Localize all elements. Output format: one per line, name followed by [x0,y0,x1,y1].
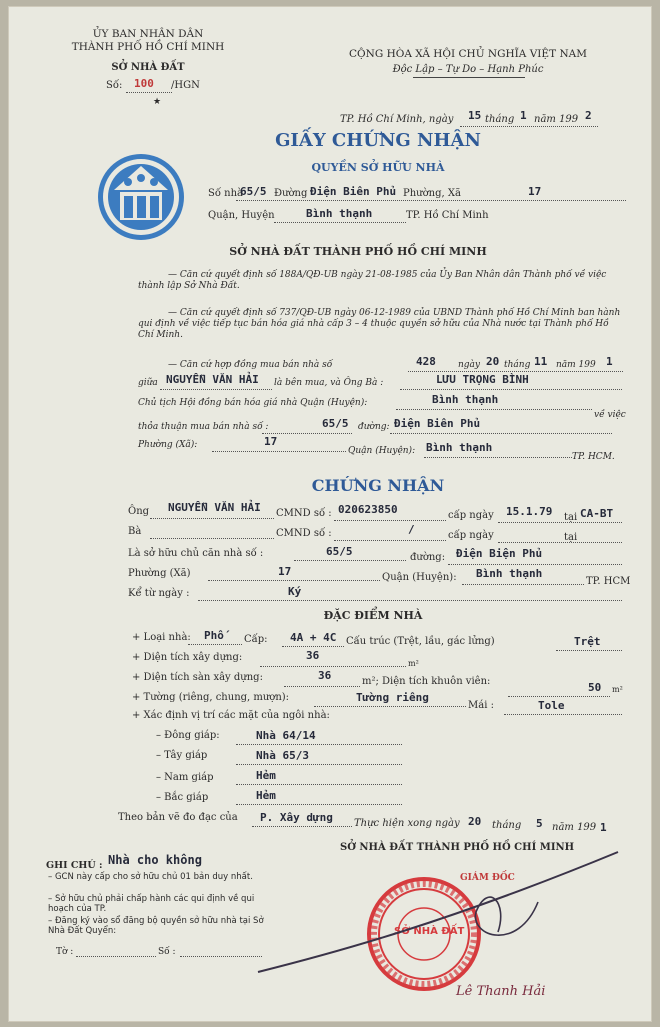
cap-ngay2-line [498,542,622,543]
theo-ban-ve-value: P. Xây dựng [260,811,333,824]
dt-xd-unit: m² [408,659,419,668]
cau-truc-label: Cấu trúc (Trệt, lầu, gác lửng) [346,636,495,647]
ghi-chu-value: Nhà cho không [108,853,202,867]
cap-value: 4A + 4C [290,631,337,644]
cap-label: Cấp: [244,634,268,645]
cap-ngay-value: 15.1.79 [506,505,553,518]
cert-quan-label: Quận (Huyện): [382,572,457,583]
date-line [460,126,598,127]
cmnd-label: CMND số : [276,508,332,519]
signature-name: Lê Thanh Hải [456,984,546,999]
certify-heading: CHỨNG NHẬN [311,476,445,495]
to-line [76,956,156,957]
cap-ngay-line [498,522,622,523]
dt-xd-value: 36 [306,649,320,662]
preamble-3-prefix: — Căn cứ hợp đồng mua bán nhà số [168,360,333,370]
cap-ngay-label: cấp ngày [448,510,494,521]
tuong-line [314,706,466,707]
cert-duong-label: đường: [410,552,446,563]
footer-authority: SỞ NHÀ ĐẤT THÀNH PHỐ HỒ CHÍ MINH [340,842,575,853]
certificate-title: GIẤY CHỨNG NHẬN [275,130,481,151]
thoa-thuan-duong: đường: [358,422,390,432]
nam-line [236,784,402,785]
phuong-value: 17 [528,185,542,198]
cmnd2-value: / [408,523,415,536]
quan-value: Bình thạnh [306,207,373,220]
duong-value: Điện Biên Phủ [310,185,397,198]
date-nam: năm 199 [534,114,579,125]
so-nha-line [236,200,626,201]
ministry-logo-icon [96,152,186,242]
thuc-hien-nam: năm 199 [552,822,597,833]
theo-ban-ve-line [252,826,352,827]
cau-truc-value: Trệt [574,635,601,648]
ong-line [150,518,274,519]
dt-khuon-vien-label: m²; Diện tích khuôn viên: [362,676,491,687]
tai-value: CA-BT [580,507,614,520]
cert-phuong-line [208,580,380,581]
authority-heading: SỞ NHÀ ĐẤT THÀNH PHỐ HỒ CHÍ MINH [229,245,487,258]
cap-line [282,646,344,647]
thuc-hien-label: Thực hiện xong ngày [354,818,460,829]
date-day: 15 [468,109,482,122]
thuc-hien-day: 20 [468,815,482,828]
mai-line [504,714,622,715]
header-right-1: CỘNG HÒA XÃ HỘI CHỦ NGHĨA VIỆT NAM [349,48,587,60]
certificate-paper [8,6,652,1022]
header-right-2: Độc Lập – Tự Do – Hạnh Phúc [392,64,544,75]
nam-label: – Nam giáp [156,772,214,783]
theo-ban-ve-label: Theo bản vẽ đo đạc của [118,812,238,823]
contract-month: 11 [534,355,548,368]
seller-name: LƯU TRỌNG BÌNH [436,373,529,386]
header-left-3: SỞ NHÀ ĐẤT [111,62,185,73]
cmnd-line [334,520,446,521]
so-nha-value: 65/5 [240,185,267,198]
date-thang: tháng [485,114,515,125]
star-mark: ★ [153,97,162,107]
cert-tphcm: TP. HCM [586,576,631,587]
ghi-chu-label: GHI CHÚ : [46,860,103,871]
chu-tich-label: Chủ tịch Hội đồng bán hóa giá nhà Quận (Huyện): [138,398,368,408]
header-left-1: ỦY BAN NHÂN DÂN [92,28,204,40]
phuong-label: Phường, Xã [403,188,461,199]
contract-nam: năm 199 [556,360,596,370]
loai-nha-value: Phố [204,629,224,642]
motto-underline [413,77,525,78]
date-prefix: TP. Hồ Chí Minh, ngày [340,114,454,125]
date-month: 1 [520,109,527,122]
pre-phuong-value: 17 [264,435,278,448]
tay-label: – Tây giáp [156,750,208,761]
mai-value: Tole [538,699,565,712]
ong-label: Ông [128,506,150,517]
dong-label: – Đông giáp: [156,730,220,741]
pre-phuong-label: Phường (Xã): [138,440,198,450]
pre-phuong-line [212,451,346,452]
thoa-thuan-so: 65/5 [322,417,349,430]
thuc-hien-thang: tháng [492,820,522,831]
chu-so-huu-value: 65/5 [326,545,353,558]
dt-khuon-vien-value: 50 [588,681,602,694]
thoa-thuan-label: thỏa thuận mua bán nhà số : [138,422,269,432]
mai-label: Mái : [468,700,494,711]
cert-quan-line [462,584,584,585]
bac-label: – Bắc giáp [156,792,209,803]
cau-truc-line [556,650,622,651]
thoa-duong-line [390,433,612,434]
dt-xd-line [260,666,406,667]
so-nha-label: Số nhà [208,188,243,199]
contract-ngay: ngày [458,360,481,370]
cert-phuong-value: 17 [278,565,292,578]
chu-so-huu-label: Là sở hữu chủ căn nhà số : [128,548,264,559]
quan-line [274,222,406,223]
ke-tu-value: Ký [288,585,302,598]
header-left-2: THÀNH PHỐ HỒ CHÍ MINH [71,41,225,53]
tay-value: Nhà 65/3 [256,749,309,762]
ba-label: Bà [128,526,142,537]
ve-viec: về việc [594,410,626,420]
signature-stroke-icon [248,842,628,982]
tai2-label: tại [564,532,578,543]
ong-value: NGUYỄN VĂN HẢI [168,501,261,514]
pre-quan-label: Quận (Huyện): [348,446,416,456]
contract-thang: tháng [504,360,531,370]
buyer-name: NGUYỄN VĂN HẢI [166,373,259,386]
thuc-hien-month: 5 [536,817,543,830]
xac-dinh-label: + Xác định vị trí các mặt của ngôi nhà: [132,710,330,721]
dong-value: Nhà 64/14 [256,729,316,742]
giua-label: giữa [138,378,158,388]
chu-so-huu-line [294,560,406,561]
so-label: Số: [106,80,123,91]
cmnd2-line [334,540,446,541]
seal-center-text: SỞ NHÀ ĐẤT [394,926,465,937]
so-value: 100 [134,77,154,90]
ba-line [150,538,274,539]
so-suffix: /HGN [171,80,200,91]
ke-tu-label: Kể từ ngày : [128,588,190,599]
certificate-subtitle: QUYỀN SỞ HỮU NHÀ [311,161,445,174]
features-heading: ĐẶC ĐIỂM NHÀ [323,609,423,622]
seller-line [400,389,622,390]
tai-label: tại [564,512,578,523]
pre-quan-value: Bình thạnh [426,441,493,454]
cmnd-value: 020623850 [338,503,398,516]
tuong-value: Tường riêng [356,691,429,704]
to-label: Tờ : [56,947,74,957]
contract-year: 1 [606,355,613,368]
la-ben-mua: là bên mua, và Ông Bà : [274,378,384,388]
tp-label: TP. Hồ Chí Minh [406,210,489,221]
cmnd2-label: CMND số : [276,528,332,539]
chu-tich-line [396,409,592,410]
bac-value: Hẻm [256,789,276,802]
nam-value: Hẻm [256,769,276,782]
so-line [126,92,172,93]
cert-phuong-label: Phường (Xã) [128,568,191,579]
tuong-label: + Tường (riêng, chung, mượn): [132,692,290,703]
cert-duong-value: Điện Biện Phủ [456,547,543,560]
cap-ngay2-label: cấp ngày [448,530,494,541]
preamble-1: — Căn cứ quyết định số 188A/QĐ-UB ngày 21-08-1985 của Ủy Ban Nhân dân Thành phố về việc thành lập Sở Nhà Đất. [138,270,607,291]
contract-line [408,371,623,372]
note-3: – Đăng ký vào sổ đăng bộ quyền sở hữu nhà tại Sở Nhà Đất Quyển: [48,916,264,936]
note-1: – GCN này cấp cho sở hữu chủ 01 bản duy nhất. [48,872,253,882]
buyer-line [160,389,272,390]
thoa-thuan-duong-value: Điện Biên Phủ [394,417,481,430]
duong-label: Đường [274,188,308,199]
cert-quan-value: Bình thạnh [476,567,543,580]
note-2: – Sở hữu chủ phải chấp hành các qui định về qui hoạch của TP. [48,894,255,914]
so-footer-label: Số : [158,947,176,957]
pre-quan-line [424,457,572,458]
dong-line [236,744,402,745]
dt-san-label: + Diện tích sàn xây dựng: [132,672,263,683]
cert-duong-line [448,564,622,565]
dt-khuon-vien-line [508,696,610,697]
loai-nha-line [188,644,242,645]
pre-tphcm: TP. HCM. [572,452,615,462]
contract-day: 20 [486,355,500,368]
dt-khuon-vien-unit: m² [612,685,623,694]
dt-xd-label: + Diện tích xây dựng: [132,652,243,663]
quan-label: Quận, Huyện [208,210,275,221]
tay-line [236,764,402,765]
ke-tu-line [198,600,622,601]
bac-line [236,804,402,805]
dt-san-line [284,686,360,687]
dt-san-value: 36 [318,669,332,682]
thoa-so-line [262,433,352,434]
preamble-2: — Căn cứ quyết định số 737/QĐ-UB ngày 06-12-1989 của UBND Thành phố Hồ Chí Minh ban hành qui định về việc tiếp tục bán hóa giá nhà cấp 3 – 4 thuộc quyền sở hữu của Nhà nước tại Thành phố Hồ Chí Minh. [138,308,621,340]
contract-number: 428 [416,355,436,368]
thuc-hien-year: 1 [600,821,607,834]
chu-tich-value: Bình thạnh [432,393,499,406]
loai-nha-label: + Loại nhà: [132,632,191,643]
giam-doc-label: GIÁM ĐỐC [460,873,515,883]
date-year: 2 [585,109,592,122]
